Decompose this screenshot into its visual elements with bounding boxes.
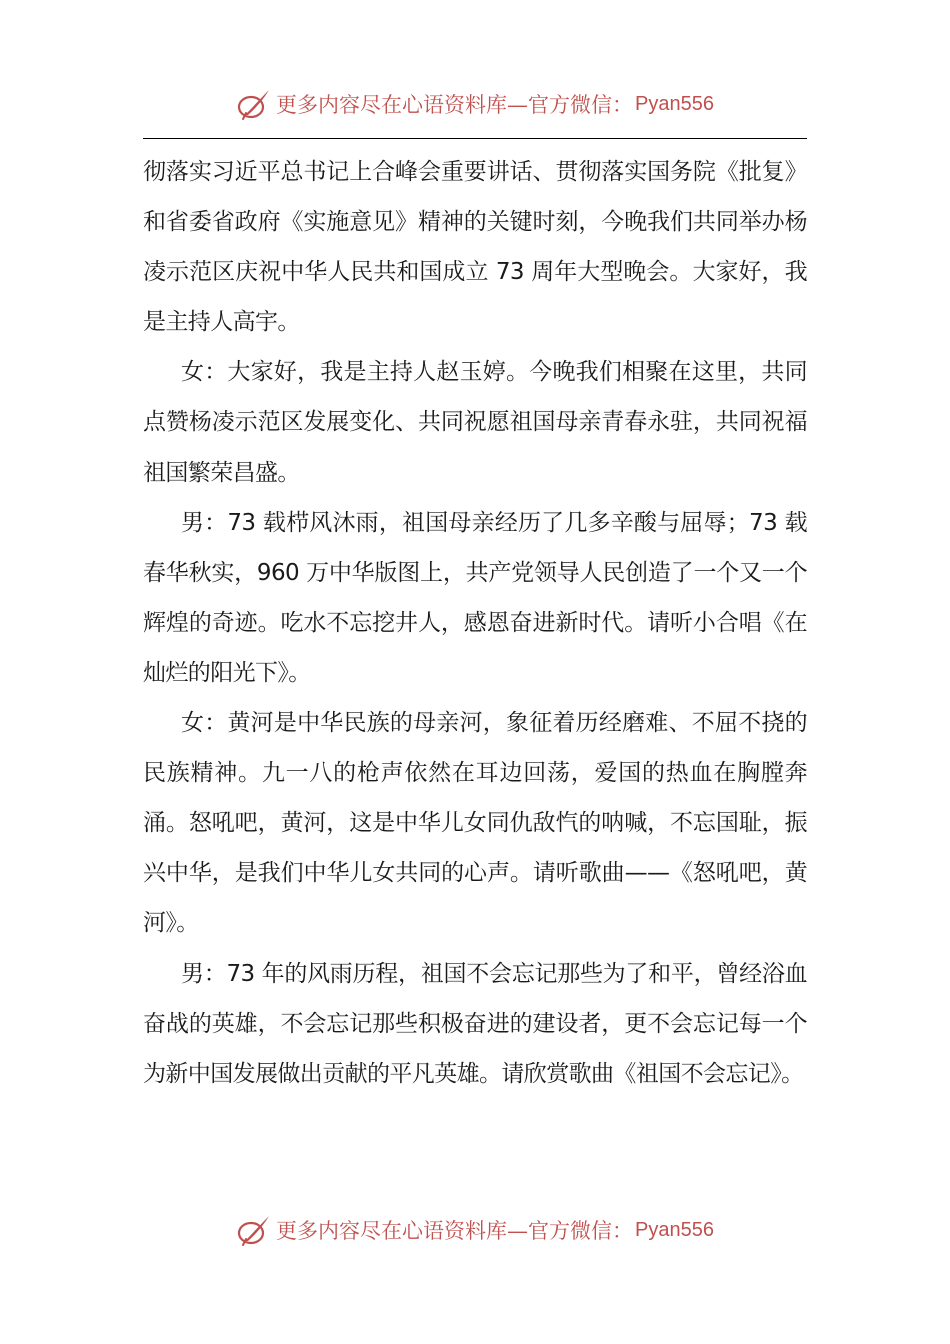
footer-banner [0, 1210, 950, 1250]
header-divider [143, 138, 807, 139]
header-contact: Pyan556 [635, 92, 714, 115]
header-banner [0, 84, 950, 124]
footer-contact: Pyan556 [635, 1218, 714, 1241]
paragraph-3: 男：73 载栉风沐雨，祖国母亲经历了几多辛酸与屈辱；73 载春华秋实，960 万中华版图上，共产党领导人民创造了一个又一个辉煌的奇迹。吃水不忘挖井人，感恩奋进新时代。请听小合唱《在灿烂的阳光下》。 [143, 509, 807, 686]
document-body [143, 147, 807, 1099]
paragraph-1: 彻落实习近平总书记上合峰会重要讲话、贯彻落实国务院《批复》和省委省政府《实施意见》精神的关键时刻，今晚我们共同举办杨凌示范区庆祝中华人民共和国成立 73 周年大型晚会。大家好，我是主持人高宇。 [143, 159, 807, 336]
paragraph-5: 男：73 年的风雨历程，祖国不会忘记那些为了和平，曾经浴血奋战的英雄，不会忘记那些积极奋进的建设者，更不会忘记每一个为新中国发展做出贡献的平凡英雄。请欣赏歌曲《祖国不会忘记》。 [143, 960, 807, 1087]
paragraph-4: 女：黄河是中华民族的母亲河，象征着历经磨难、不屈不挠的民族精神。九一八的枪声依然在耳边回荡，爱国的热血在胸膛奔涌。怒吼吧，黄河，这是中华儿女同仇敌忾的呐喊，不忘国耻，振兴中华，是我们中华儿女共同的心声。请听歌曲——《怒吼吧，黄河》。 [143, 710, 807, 937]
header-promo-text: 更多内容尽在心语资料库—官方微信： [276, 93, 634, 117]
footer-promo-text: 更多内容尽在心语资料库—官方微信： [276, 1219, 634, 1243]
quill-pen-logo-icon [236, 86, 272, 122]
quill-pen-logo-icon [236, 1212, 272, 1248]
paragraph-2: 女：大家好，我是主持人赵玉婷。今晚我们相聚在这里，共同点赞杨凌示范区发展变化、共同祝愿祖国母亲青春永驻，共同祝福祖国繁荣昌盛。 [143, 359, 807, 486]
